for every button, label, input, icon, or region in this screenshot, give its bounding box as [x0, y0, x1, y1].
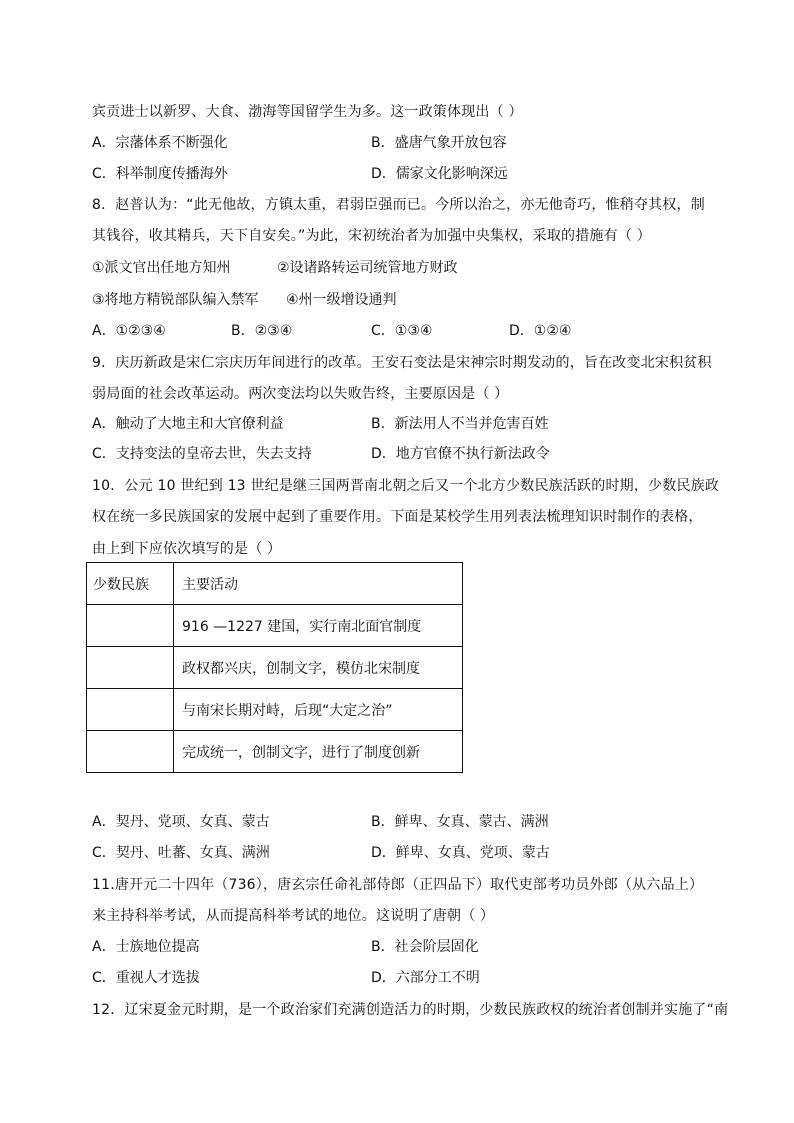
q9-option-d: D．地方官僚不执行新法政令	[371, 446, 550, 462]
q9-option-b: B．新法用人不当并危害百姓	[371, 416, 549, 432]
q8-option-a: A．①②③④	[92, 323, 166, 339]
q10-stem-line2: 权在统一多民族国家的发展中起到了重要作用。下面是某校学生用列表法梳理知识时制作的表格，	[92, 509, 703, 525]
q8-option-c: C．①③④	[371, 323, 433, 339]
q8-item-1: ①派文官出任地方知州	[92, 260, 231, 276]
table-cell-blank	[87, 689, 174, 731]
q11-stem-line2: 来主持科举考试，从而提高科举考试的地位。这说明了唐朝（ ）	[92, 908, 495, 924]
table-cell: 完成统一，创制文字，进行了制度创新	[174, 731, 463, 773]
minority-activities-table	[86, 562, 463, 773]
q7-option-a: A．宗藩体系不断强化	[92, 135, 228, 151]
q7-option-b: B．盛唐气象开放包容	[371, 135, 507, 151]
q10-stem-line1: 10．公元 10 世纪到 13 世纪是继三国两晋南北朝之后又一个北方少数民族活跃的时期，少数民族政	[92, 478, 720, 494]
q8-item-3: ③将地方精锐部队编入禁军	[92, 292, 259, 308]
q11-option-c: C．重视人才选拔	[92, 970, 200, 986]
q8-stem-line1: 8．赵普认为：“此无他故，方镇太重，君弱臣强而已。今所以治之，亦无他奇巧，惟稍夺其权，制	[92, 197, 705, 213]
q9-option-c: C．支持变法的皇帝去世，失去支持	[92, 446, 312, 462]
table-header-row	[87, 563, 463, 605]
q10-option-d: D．鲜卑、女真、党项、蒙古	[371, 845, 550, 861]
q9-stem-line2: 弱局面的社会改革运动。两次变法均以失败告终，主要原因是（ ）	[92, 386, 509, 402]
q10-stem-line3: 由上到下应依次填写的是（ ）	[92, 541, 282, 557]
q9-stem-line1: 9．庆历新政是宋仁宗庆历年间进行的改革。王安石变法是宋神宗时期发动的，旨在改变北宋积贫积	[92, 355, 712, 371]
q10-option-b: B．鲜卑、女真、蒙古、满洲	[371, 814, 549, 830]
q11-option-d: D．六部分工不明	[371, 970, 480, 986]
table-header-cell: 主要活动	[174, 563, 463, 605]
q10-option-c: C．契丹、吐蕃、女真、满洲	[92, 845, 270, 861]
table-row	[87, 689, 463, 731]
q9-option-a: A．触动了大地主和大官僚利益	[92, 416, 284, 432]
table-row	[87, 647, 463, 689]
q8-item-4: ④州一级增设通判	[286, 292, 397, 308]
table-cell-blank	[87, 731, 174, 773]
table-cell: 政权都兴庆，创制文字，模仿北宋制度	[174, 647, 463, 689]
q8-item-2: ②设诸路转运司统管地方财政	[277, 260, 458, 276]
table-header-cell: 少数民族	[87, 563, 174, 605]
q8-option-d: D．①②④	[509, 323, 572, 339]
q7-option-d: D．儒家文化影响深远	[371, 166, 508, 182]
q10-option-a: A．契丹、党项、女真、蒙古	[92, 814, 270, 830]
q11-option-a: A．士族地位提高	[92, 939, 200, 955]
table-cell: 与南宋长期对峙，后现“大定之治”	[174, 689, 463, 731]
table-cell: 916 —1227 建国，实行南北面官制度	[174, 605, 463, 647]
table-cell-blank	[87, 647, 174, 689]
table-cell-blank	[87, 605, 174, 647]
table-row	[87, 605, 463, 647]
q12-stem-line1: 12．辽宋夏金元时期，是一个政治家们充满创造活力的时期，少数民族政权的统治者创制并实施了“南	[92, 1002, 729, 1018]
q7-option-c: C．科举制度传播海外	[92, 166, 228, 182]
q7-stem: 宾贡进士以新罗、大食、渤海等国留学生为多。这一政策体现出（ ）	[92, 104, 523, 120]
table-row	[87, 731, 463, 773]
q8-stem-line2: 其钱谷，收其精兵，天下自安矣。”为此，宋初统治者为加强中央集权，采取的措施有（ ）	[92, 228, 651, 244]
q11-stem-line1: 11.唐开元二十四年（736），唐玄宗任命礼部侍郎（正四品下）取代吏部考功员外郎（从六品上）	[92, 877, 704, 893]
q8-option-b: B．②③④	[231, 323, 293, 339]
q11-option-b: B．社会阶层固化	[371, 939, 479, 955]
